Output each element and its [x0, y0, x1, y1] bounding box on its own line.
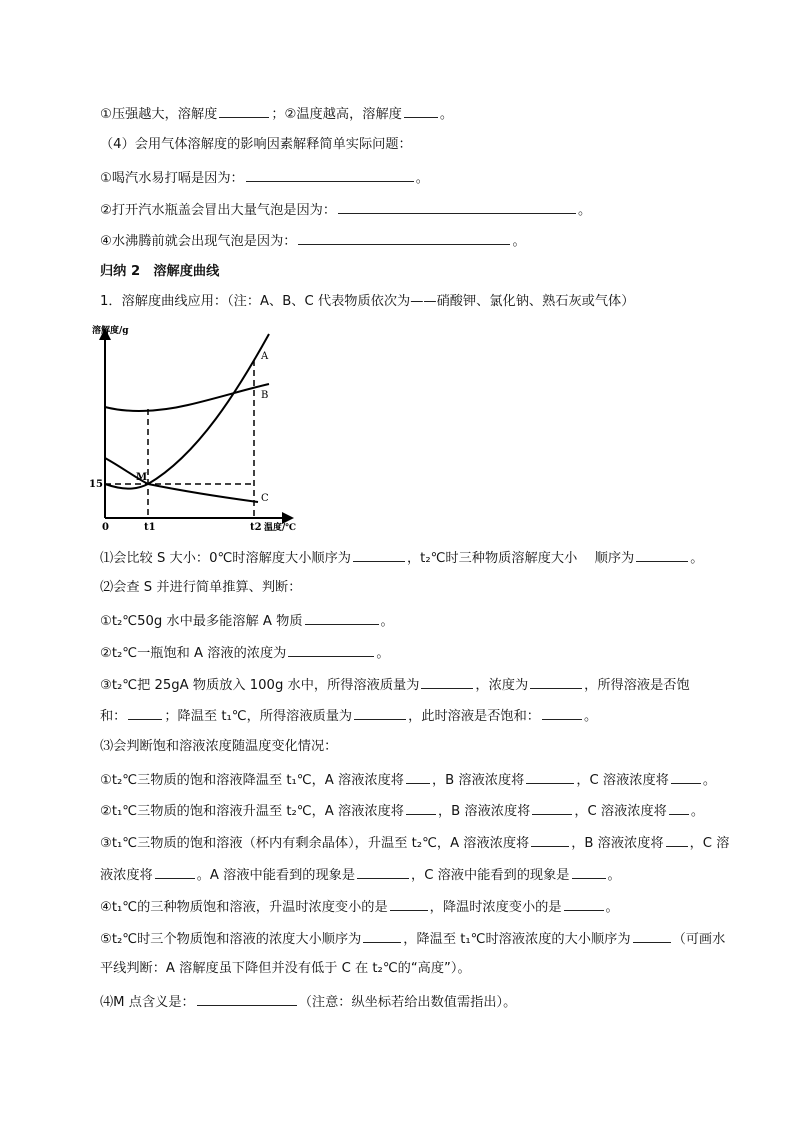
x-axis-label: 温度/℃: [264, 523, 297, 533]
line-curve-application: [100, 293, 634, 311]
answer-blank[interactable]: [406, 801, 436, 815]
text: ，C 溶: [689, 836, 730, 851]
text: 。: [415, 171, 429, 186]
text: ③t₁℃三物质的饱和溶液（杯内有剩余晶体），升温至 t₂℃，A 溶液浓度将: [100, 836, 530, 851]
answer-blank[interactable]: [354, 706, 406, 720]
solubility-curve-chart: [88, 320, 308, 535]
text: ，C 溶液中能看到的现象是: [411, 868, 570, 883]
text: 。: [376, 646, 390, 661]
text: ，C 溶液浓度将: [574, 804, 667, 819]
answer-blank[interactable]: [338, 200, 576, 214]
text: ①压强越大，溶解度: [100, 107, 218, 122]
line-boiling-bubbles: [100, 231, 526, 251]
curve-c: [105, 458, 258, 502]
text: ②t₂℃一瓶饱和 A 溶液的浓度为: [100, 646, 287, 661]
line-pressure-temperature: [100, 104, 453, 124]
q3-5: [100, 929, 725, 949]
answer-blank[interactable]: [531, 833, 569, 847]
text: ，降温时浓度变小的是: [429, 900, 562, 915]
text: 液浓度将: [100, 868, 153, 883]
answer-blank[interactable]: [353, 548, 405, 562]
text: 1．溶解度曲线应用：（注：A、B、C 代表物质依次为——硝酸钾、氯化钠、熟石灰或气体）: [100, 294, 635, 309]
text: ④水沸腾前就会出现气泡是因为：: [100, 234, 297, 249]
answer-blank[interactable]: [298, 231, 510, 245]
answer-blank[interactable]: [155, 865, 195, 879]
q2-3-cont: [100, 706, 597, 726]
x-tick-t2: t2: [250, 522, 262, 533]
text: 平线判断：A 溶解度虽下降但并没有低于 C 在 t₂℃的“高度”）。: [100, 961, 471, 976]
answer-blank[interactable]: [357, 865, 409, 879]
point-m-label: M: [136, 472, 148, 483]
q3-intro: [100, 738, 337, 756]
answer-blank[interactable]: [421, 675, 473, 689]
x-tick-0: 0: [102, 522, 109, 533]
text: 。: [605, 900, 619, 915]
answer-blank[interactable]: [305, 611, 379, 625]
answer-blank[interactable]: [197, 992, 297, 1006]
q3-3: [100, 833, 729, 853]
text: （注意：纵坐标若给出数值需指出）。: [298, 995, 517, 1010]
text: ⑷M 点含义是：: [100, 995, 195, 1010]
text: ⑤t₂℃时三个物质饱和溶液的浓度大小顺序为: [100, 932, 362, 947]
q3-4: [100, 897, 619, 917]
q2-2: [100, 643, 390, 663]
q3-5-cont: [100, 960, 471, 978]
text: ，B 溶液浓度将: [431, 773, 525, 788]
text: ，降温至 t₁℃时溶液浓度的大小顺序为: [403, 932, 631, 947]
q3-2: [100, 801, 704, 821]
answer-blank[interactable]: [530, 675, 582, 689]
line-soda-burp: [100, 168, 429, 188]
answer-blank[interactable]: [363, 929, 401, 943]
q4-point-m: [100, 992, 516, 1012]
text: ，浓度为: [475, 678, 529, 693]
answer-blank[interactable]: [532, 801, 572, 815]
text: 和：: [100, 709, 127, 724]
text: （4）会用气体溶解度的影响因素解释简单实际问题：: [100, 137, 412, 152]
text: 。: [380, 614, 394, 629]
text: ，所得溶液是否饱: [584, 678, 690, 693]
line-gas-solubility-intro: [100, 136, 412, 154]
y-tick-15: 15: [89, 479, 103, 490]
answer-blank[interactable]: [526, 770, 574, 784]
answer-blank[interactable]: [390, 897, 428, 911]
answer-blank[interactable]: [404, 104, 438, 118]
line-soda-bubbles: [100, 200, 591, 220]
text: ②t₁℃三物质的饱和溶液升温至 t₂℃，A 溶液浓度将: [100, 804, 404, 819]
text: ①t₂℃50g 水中最多能溶解 A 物质: [100, 614, 303, 629]
y-axis-label: 溶解度/g: [92, 326, 129, 336]
q2-intro: [100, 579, 301, 597]
text: ，此时溶液是否饱和：: [408, 709, 540, 724]
curve-a-label: A: [261, 351, 269, 362]
curve-b: [105, 384, 269, 411]
q1-compare-s: [100, 548, 703, 568]
q2-3: [100, 675, 690, 695]
text: ③t₂℃把 25gA 物质放入 100g 水中，所得溶液质量为: [100, 678, 420, 693]
text: 。A 溶液中能看到的现象是: [196, 868, 356, 883]
text: （可画水: [672, 932, 726, 947]
text: ，t₂℃时三种物质溶解度大小 顺序为: [406, 551, 635, 566]
answer-blank[interactable]: [671, 770, 701, 784]
q3-3-cont: [100, 865, 621, 885]
text: ，B 溶液浓度将: [571, 836, 664, 851]
x-tick-t1: t1: [144, 522, 156, 533]
text: ；②温度越高，溶解度: [271, 107, 402, 122]
curve-b-label: B: [261, 390, 269, 401]
answer-blank[interactable]: [636, 548, 688, 562]
text: 。: [512, 234, 526, 249]
answer-blank[interactable]: [633, 929, 671, 943]
text: ②打开汽水瓶盖会冒出大量气泡是因为：: [100, 203, 337, 218]
text: 。: [583, 709, 598, 724]
text: ⑴会比较 S 大小：0℃时溶解度大小顺序为: [100, 551, 351, 566]
text: ；降温至 t₁℃，所得溶液质量为: [164, 709, 353, 724]
answer-blank[interactable]: [288, 643, 374, 657]
text: 。: [607, 868, 621, 883]
text: ⑶会判断饱和溶液浓度随温度变化情况：: [100, 739, 338, 754]
answer-blank[interactable]: [666, 833, 688, 847]
text: ④t₁℃的三种物质饱和溶液，升温时浓度变小的是: [100, 900, 388, 915]
answer-blank[interactable]: [219, 104, 269, 118]
text: 。: [439, 107, 454, 122]
curve-c-label: C: [261, 493, 269, 504]
answer-blank[interactable]: [669, 801, 689, 815]
answer-blank[interactable]: [246, 168, 414, 182]
text: ①t₂℃三物质的饱和溶液降温至 t₁℃，A 溶液浓度将: [100, 773, 404, 788]
answer-blank[interactable]: [572, 865, 606, 879]
section-heading: [100, 263, 219, 281]
q3-1: [100, 770, 716, 790]
section-title: 归纳 2 溶解度曲线: [100, 264, 220, 279]
text: 。: [690, 804, 705, 819]
text: 。: [702, 773, 717, 788]
text: 。: [578, 203, 592, 218]
text: 。: [690, 551, 704, 566]
answer-blank[interactable]: [406, 770, 430, 784]
q2-1: [100, 611, 394, 631]
answer-blank[interactable]: [564, 897, 604, 911]
text: ，C 溶液浓度将: [576, 773, 669, 788]
text: ⑵会查 S 并进行简单推算、判断：: [100, 580, 302, 595]
answer-blank[interactable]: [542, 706, 582, 720]
text: ，B 溶液浓度将: [437, 804, 531, 819]
text: ①喝汽水易打嗝是因为：: [100, 171, 244, 186]
answer-blank[interactable]: [128, 706, 162, 720]
